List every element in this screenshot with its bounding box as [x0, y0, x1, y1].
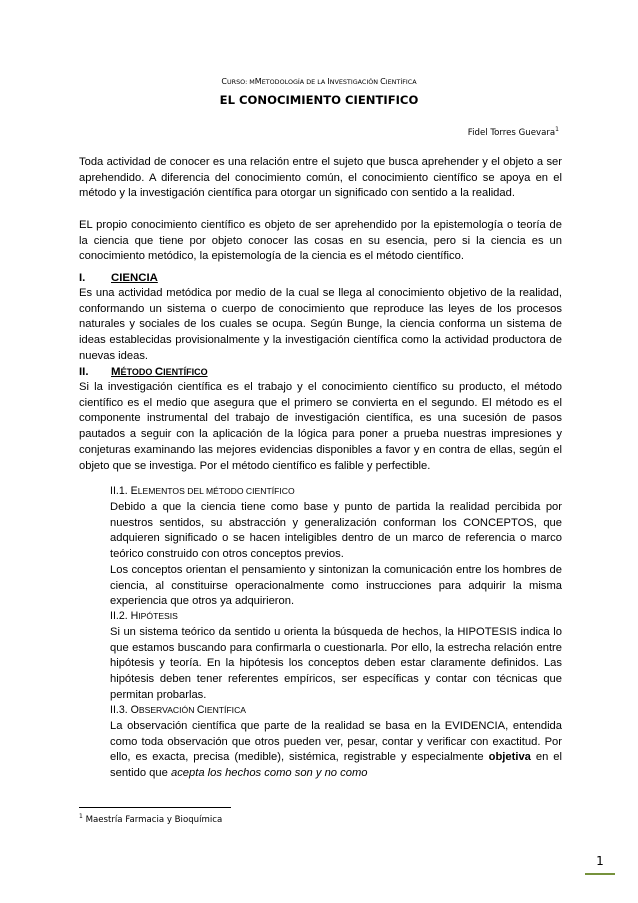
- subheading-elementos: II.1. ELEMENTOS DEL MÉTODO CIENTÍFICO: [110, 485, 295, 497]
- emphasis-objetiva: objetiva: [488, 751, 531, 764]
- section-heading-metodo: II. MÉTODO CIENTÍFICO: [79, 366, 208, 378]
- elementos-paragraph-2: Los conceptos orientan el pensamiento y sintonizan la comunicación entre los hombres de ciencia, al constituirse operacionalmente como instrucciones para adquirir la misma experiencia que otros ya adquirieron.: [110, 564, 562, 608]
- footnote-separator: [79, 807, 231, 808]
- emphasis-italic-phrase: acepta los hechos como son y no como: [170, 767, 368, 780]
- observacion-paragraph: La observación científica que parte de la realidad se basa en la EVIDENCIA, entendida como toda observación que otros pueden ver, pesar, contar y verificar con exactitud. Por ello, es exacta, precisa (medible), sistémica, registrable y especialmente objetiva en el sentido que acepta los hechos como son y no como: [110, 720, 562, 780]
- page-number-rule: [585, 873, 615, 875]
- document-title: EL CONOCIMIENTO CIENTIFICO: [219, 93, 419, 107]
- subheading-observacion: II.3. OBSERVACIÓN CIENTÍFICA: [110, 704, 247, 716]
- hipotesis-paragraph: Si un sistema teórico da sentido u orienta la búsqueda de hechos, la HIPOTESIS indica lo que estamos buscando para confirmarla o cuestionarla. Por ello, la estrecha relación entre hipótesis y teoría. En la hipótesis los conceptos deben estar claramente definidos. Las hipótesis deben tener referentes empíricos, ser específicas y contar con técnicas que permitan probarlas.: [110, 626, 562, 701]
- course-m: M: [254, 77, 262, 86]
- footnote-marker: 1: [79, 813, 83, 820]
- footnote: [79, 811, 222, 826]
- metodo-paragraph: Si la investigación científica es el trabajo y el conocimiento científico su producto, el método científico es el medio que asegura que el primero se convierta en el segundo. El método es el componente instrumental del trabajo de investigación científica, es una sucesión de pasos pautados a seguir con la aplicación de la lógica para poner a prueba nuestras impresiones y conjeturas examinando las mejores evidencias disponibles a favor y en contra de ellas, según el objeto que se investiga. Por el método científico es falible y perfectible.: [79, 381, 562, 472]
- intro-paragraph-2: EL propio conocimiento científico es objeto de ser aprehendido por la epistemología o teoría de la ciencia que tiene por objeto conocer las cosas en su esencia, pero si la ciencia es un conocimiento metódico, la epistemología de la ciencia es el método científico.: [79, 219, 562, 263]
- footnote-text: Maestría Farmacia y Bioquímica: [85, 815, 223, 825]
- intro-paragraph-1: Toda actividad de conocer es una relación entre el sujeto que busca aprehender y el objeto a ser aprehendido. A diferencia del conocimiento común, el conocimiento científico se apoya en el método y la investigación científica para otorgar un significado con sentido a la realidad.: [79, 156, 562, 200]
- page-number: 1: [596, 854, 604, 868]
- elementos-paragraph-1: Debido a que la ciencia tiene como base y punto de partida la realidad percibida por nuestros sentidos, su abstracción y generalización conforman los CONCEPTOS, que adquieren significado o se hacen inteligibles dentro de un marco de referencia o marco teórico construido con otros conceptos previos.: [110, 501, 562, 561]
- subheading-hipotesis: II.2. HIPÓTESIS: [110, 610, 178, 622]
- ciencia-paragraph: Es una actividad metódica por medio de la cual se llega al conocimiento objetivo de la realidad, conformando un sistema o cuerpo de conocimiento que reproduce las leyes de los procesos naturales y sociales de los cuales se ocupa. Según Bunge, la ciencia conforma un sistema de ideas establecidas provisionalmente y la investigación científica como la actividad productora de nuevas ideas.: [79, 287, 562, 362]
- author-name: Fidel Torres Guevara$^1$: [467, 126, 559, 138]
- author-footnote-marker: 1: [555, 126, 559, 133]
- section-heading-ciencia: I. CIENCIA: [79, 272, 158, 284]
- course-header: CURSO: MMETODOLOGÍA DE LA INVESTIGACIÓN CIENTÍFICA: [221, 77, 417, 86]
